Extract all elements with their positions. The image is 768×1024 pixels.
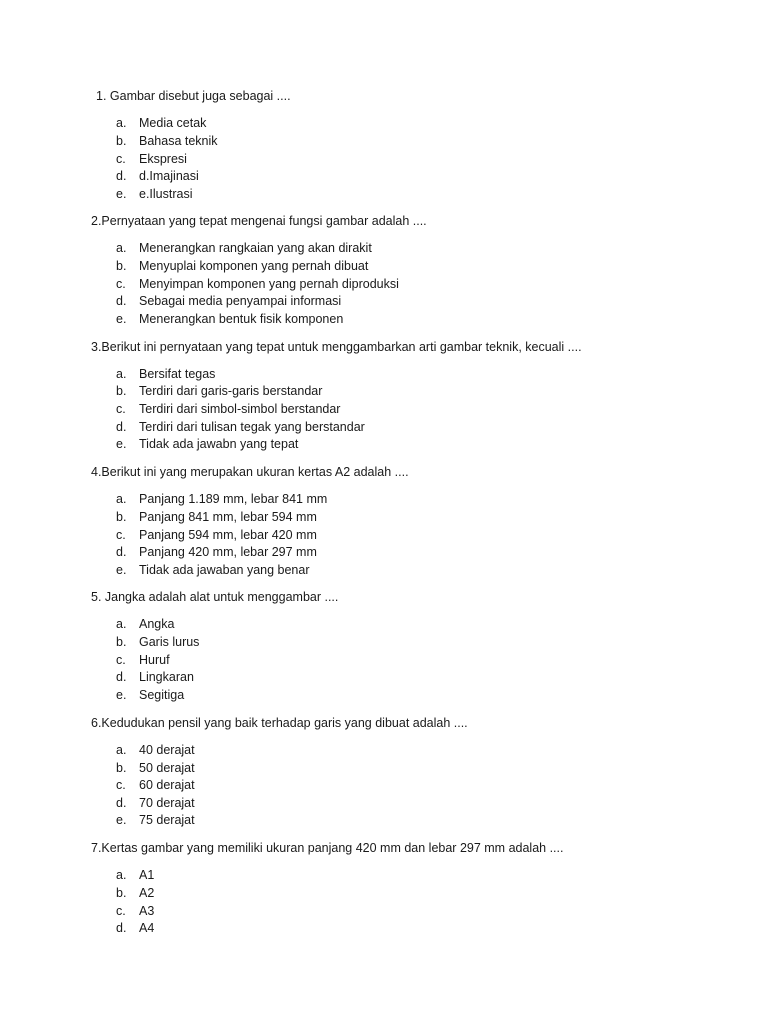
option-text: d.Imajinasi <box>139 169 199 183</box>
option-text: Bersifat tegas <box>139 367 216 381</box>
option-letter: c. <box>116 152 126 166</box>
question-5-text: 5. Jangka adalah alat untuk menggambar .... <box>91 590 339 604</box>
option-text: Ekspresi <box>139 152 187 166</box>
question-4-text: 4.Berikut ini yang merupakan ukuran kertas A2 adalah .... <box>91 465 409 479</box>
option-letter: e. <box>116 312 127 326</box>
option-text: Panjang 420 mm, lebar 297 mm <box>139 545 317 559</box>
option-text: e.Ilustrasi <box>139 187 193 201</box>
option-letter: b. <box>116 510 127 524</box>
option-text: Panjang 594 mm, lebar 420 mm <box>139 528 317 542</box>
option-text: Menerangkan bentuk fisik komponen <box>139 312 344 326</box>
option-text: Terdiri dari tulisan tegak yang berstandar <box>139 420 365 434</box>
option-letter: c. <box>116 778 126 792</box>
option-letter: e. <box>116 437 127 451</box>
question-7-text: 7.Kertas gambar yang memiliki ukuran panjang 420 mm dan lebar 297 mm adalah .... <box>91 841 564 855</box>
option-text: Segitiga <box>139 688 185 702</box>
option-letter: c. <box>116 402 126 416</box>
option-text: Menerangkan rangkaian yang akan dirakit <box>139 241 372 255</box>
option-text: Menyimpan komponen yang pernah diproduksi <box>139 277 399 291</box>
option-letter: a. <box>116 492 127 506</box>
option-text: Panjang 841 mm, lebar 594 mm <box>139 510 317 524</box>
option-text: Tidak ada jawabn yang tepat <box>139 437 299 451</box>
option-text: Garis lurus <box>139 635 200 649</box>
option-text: 50 derajat <box>139 761 195 775</box>
option-letter: b. <box>116 134 127 148</box>
option-letter: a. <box>116 116 127 130</box>
option-text: Panjang 1.189 mm, lebar 841 mm <box>139 492 328 506</box>
option-text: 75 derajat <box>139 813 195 827</box>
option-text: Terdiri dari simbol-simbol berstandar <box>139 402 341 416</box>
option-letter: b. <box>116 886 127 900</box>
option-text: 40 derajat <box>139 743 195 757</box>
option-letter: d. <box>116 169 127 183</box>
option-text: Bahasa teknik <box>139 134 218 148</box>
option-letter: b. <box>116 635 127 649</box>
option-text: A4 <box>139 921 155 935</box>
option-letter: e. <box>116 563 127 577</box>
option-letter: a. <box>116 868 127 882</box>
option-letter: c. <box>116 653 126 667</box>
option-letter: e. <box>116 688 127 702</box>
option-text: A2 <box>139 886 155 900</box>
option-text: Tidak ada jawaban yang benar <box>139 563 310 577</box>
option-letter: b. <box>116 384 127 398</box>
option-letter: d. <box>116 921 127 935</box>
option-letter: d. <box>116 670 127 684</box>
option-letter: d. <box>116 796 127 810</box>
option-text: 70 derajat <box>139 796 195 810</box>
option-letter: a. <box>116 367 127 381</box>
option-text: Angka <box>139 617 175 631</box>
question-2-text: 2.Pernyataan yang tepat mengenai fungsi gambar adalah .... <box>91 214 427 228</box>
option-text: A1 <box>139 868 155 882</box>
option-letter: d. <box>116 294 127 308</box>
option-letter: e. <box>116 187 127 201</box>
option-text: A3 <box>139 904 155 918</box>
option-text: Media cetak <box>139 116 207 130</box>
option-letter: d. <box>116 420 127 434</box>
question-1-text: 1. Gambar disebut juga sebagai .... <box>96 89 291 103</box>
option-text: Menyuplai komponen yang pernah dibuat <box>139 259 369 273</box>
option-letter: b. <box>116 259 127 273</box>
option-letter: a. <box>116 743 127 757</box>
option-letter: a. <box>116 241 127 255</box>
question-3-text: 3.Berikut ini pernyataan yang tepat untuk menggambarkan arti gambar teknik, kecuali .... <box>91 340 582 354</box>
option-letter: c. <box>116 528 126 542</box>
option-text: Lingkaran <box>139 670 194 684</box>
option-text: 60 derajat <box>139 778 195 792</box>
option-text: Terdiri dari garis-garis berstandar <box>139 384 323 398</box>
option-letter: c. <box>116 277 126 291</box>
option-letter: b. <box>116 761 127 775</box>
option-letter: e. <box>116 813 127 827</box>
option-text: Sebagai media penyampai informasi <box>139 294 342 308</box>
option-text: Huruf <box>139 653 170 667</box>
question-6-text: 6.Kedudukan pensil yang baik terhadap garis yang dibuat adalah .... <box>91 716 468 730</box>
option-letter: a. <box>116 617 127 631</box>
option-letter: c. <box>116 904 126 918</box>
option-letter: d. <box>116 545 127 559</box>
